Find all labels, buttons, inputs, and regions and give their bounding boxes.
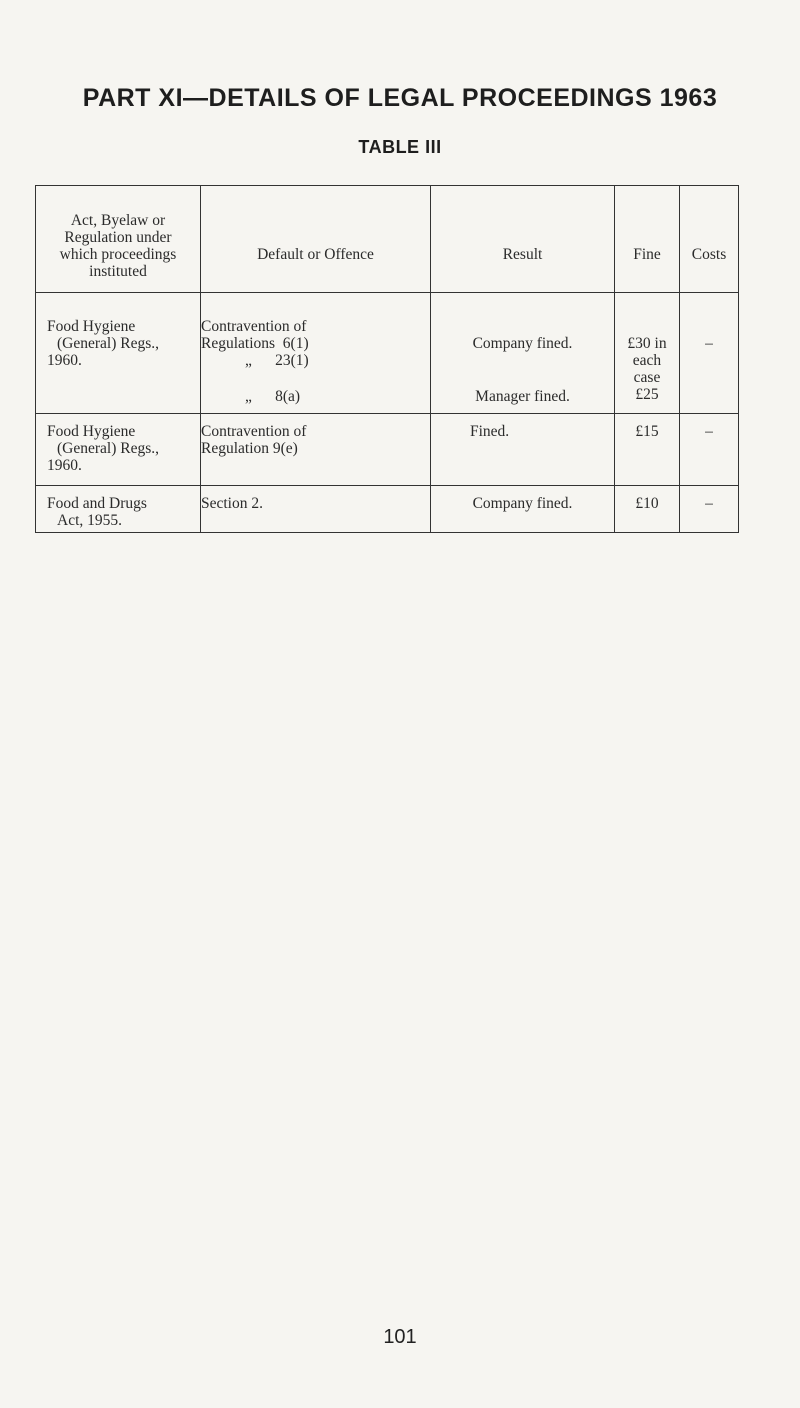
header-divider	[35, 292, 738, 293]
row1-costs-value: –	[705, 335, 713, 352]
header-fine-label: Fine	[633, 246, 661, 263]
row2-result-line: Fined.	[470, 423, 510, 440]
table-title: TABLE III	[358, 137, 442, 157]
row1-act-cell	[47, 318, 197, 369]
row3-act-cell	[47, 495, 197, 529]
header-default-cell	[201, 246, 430, 263]
row1-fine-line: £25	[635, 386, 659, 403]
row1-act-line: (General) Regs.,	[57, 335, 159, 352]
row2-act-line: 1960.	[47, 457, 82, 474]
row3-default-line: Section 2.	[201, 495, 263, 512]
row2-default-line: Contravention of	[201, 423, 307, 440]
column-divider	[679, 185, 680, 533]
row1-result-cell	[431, 335, 614, 405]
table-right-border	[738, 185, 739, 533]
row1-default-cell	[201, 318, 427, 405]
row1-default-line: „ 23(1)	[245, 352, 309, 369]
header-act-line: Regulation under	[64, 229, 172, 246]
row3-act-line: Act, 1955.	[57, 512, 123, 529]
row-divider	[35, 413, 738, 414]
row1-act-line: Food Hygiene	[47, 318, 136, 335]
row3-fine-line: £10	[635, 495, 659, 512]
row1-result-line: Manager fined.	[475, 388, 570, 405]
row1-fine-line: each	[632, 352, 662, 369]
header-result-cell	[431, 246, 614, 263]
page-title: PART XI—DETAILS OF LEGAL PROCEEDINGS 1963	[82, 84, 718, 112]
row1-default-line: „ 8(a)	[245, 388, 301, 405]
header-act-line: which proceedings	[59, 246, 177, 263]
row3-result-cell	[431, 495, 614, 512]
page-number: 101	[383, 1326, 417, 1348]
row1-costs-cell	[680, 335, 738, 352]
row1-default-line: Contravention of	[201, 318, 307, 335]
row2-act-cell	[47, 423, 197, 474]
table-top-border	[35, 185, 738, 186]
header-fine-cell	[615, 246, 679, 263]
row2-act-line: (General) Regs.,	[57, 440, 159, 457]
header-costs-label: Costs	[691, 246, 727, 263]
row2-default-cell	[201, 423, 427, 457]
row1-default-line: Regulations 6(1)	[201, 335, 309, 352]
row2-fine-line: £15	[635, 423, 659, 440]
row3-costs-cell	[680, 495, 738, 512]
header-act-line: instituted	[89, 263, 147, 280]
header-costs-cell	[680, 246, 738, 263]
header-act-line: Act, Byelaw or	[70, 212, 166, 229]
header-default-label: Default or Offence	[257, 246, 374, 263]
row1-result-line: Company fined.	[472, 335, 573, 352]
row1-fine-line: £30 in	[627, 335, 667, 352]
row2-costs-value: –	[705, 423, 713, 440]
table-bottom-border	[35, 532, 738, 533]
row2-fine-cell	[615, 423, 679, 440]
row2-default-line: Regulation 9(e)	[201, 440, 298, 457]
header-act-cell	[36, 212, 200, 280]
row3-act-line: Food and Drugs	[47, 495, 147, 512]
row-divider	[35, 485, 738, 486]
row1-act-line: 1960.	[47, 352, 82, 369]
row2-costs-cell	[680, 423, 738, 440]
row3-result-line: Company fined.	[472, 495, 573, 512]
row3-costs-value: –	[705, 495, 713, 512]
row2-act-line: Food Hygiene	[47, 423, 136, 440]
row3-default-cell	[201, 495, 427, 512]
header-result-label: Result	[502, 246, 543, 263]
row1-fine-line: case	[633, 369, 661, 386]
row2-result-cell	[431, 423, 614, 440]
row3-fine-cell	[615, 495, 679, 512]
row1-fine-cell	[615, 335, 679, 403]
